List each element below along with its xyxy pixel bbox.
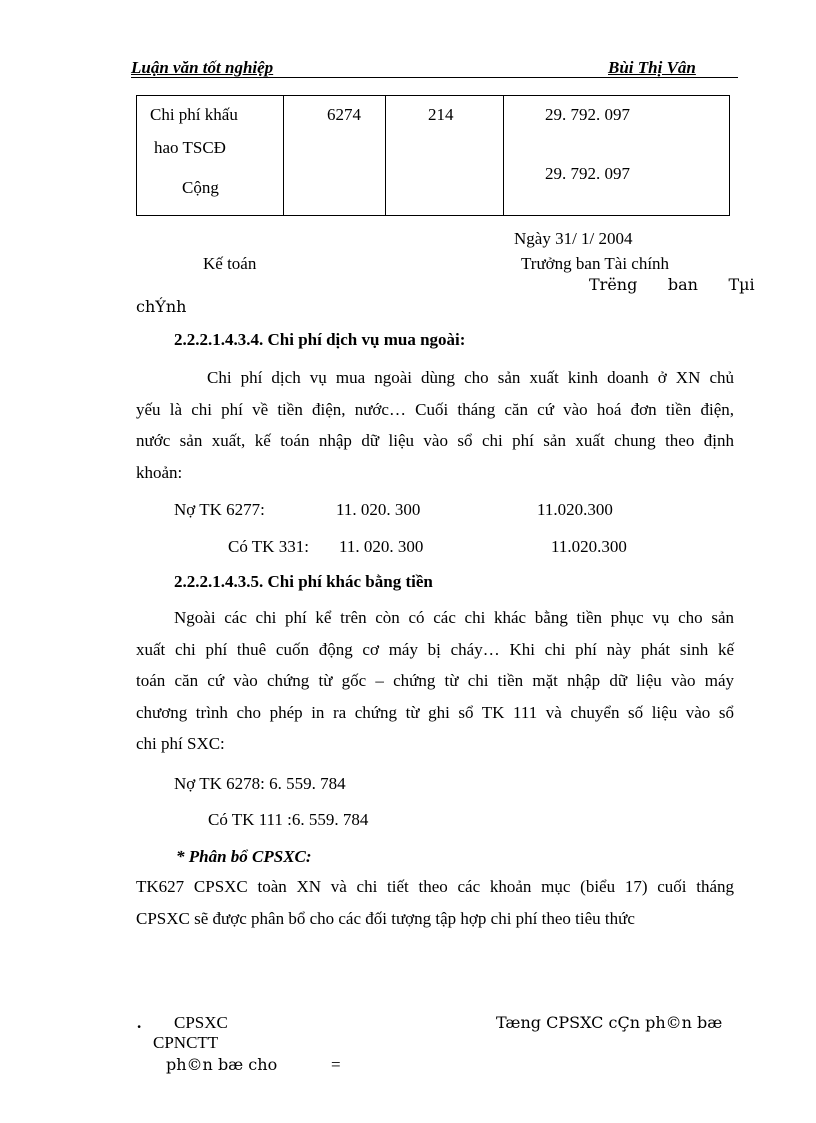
table-total-amount: 29. 792. 097 bbox=[545, 164, 630, 183]
section-235-paragraph bbox=[136, 602, 734, 760]
entry-credit-111: Có TK 111 :6. 559. 784 bbox=[208, 810, 369, 829]
table-credit-account: 214 bbox=[428, 105, 454, 124]
header-rule bbox=[131, 77, 738, 78]
allocation-line: CPSXC sẽ được phân bổ cho các đối tượng tập hợp chi phí theo tiêu thức bbox=[136, 908, 635, 928]
section-234-line: nước sản xuất, kế toán nhập dữ liệu vào sổ chi phí sản xuất chung theo định bbox=[136, 431, 734, 450]
formula-left-bottom: ph©n bæ cho bbox=[166, 1055, 278, 1074]
formula-left-mid: CPNCTT bbox=[153, 1033, 219, 1052]
formula-left-top: CPSXC bbox=[174, 1013, 228, 1032]
header-right: Bùi Thị Vân bbox=[608, 58, 696, 77]
signature-date: Ngày 31/ 1/ 2004 bbox=[514, 229, 633, 248]
entry-debit-6277-amount2: 11.020.300 bbox=[537, 500, 613, 519]
section-234-paragraph bbox=[136, 362, 734, 488]
signature-accountant: Kế toán bbox=[203, 254, 257, 273]
header-left: Luận văn tốt nghiệp bbox=[131, 58, 274, 77]
formula-equals: = bbox=[331, 1055, 341, 1074]
table-amount: 29. 792. 097 bbox=[545, 105, 630, 124]
entry-debit-6277-amount1: 11. 020. 300 bbox=[336, 500, 421, 519]
section-235-line: Ngoài các chi phí kể trên còn có các chi khác bằng tiền phục vụ cho sản bbox=[174, 608, 734, 627]
section-235-line: xuất chi phí thuê cuốn động cơ máy bị cháy… Khi chi phí này phát sinh kế bbox=[136, 639, 734, 659]
table-item-line2: hao TSCĐ bbox=[154, 138, 226, 157]
section-234-line: Chi phí dịch vụ mua ngoài dùng cho sản xuất kinh doanh ở XN chủ bbox=[207, 368, 734, 387]
section-235-line: toán căn cứ vào chứng từ gốc – chứng từ chi tiền mặt nhập dữ liệu vào máy bbox=[136, 671, 734, 690]
formula-right-top: Tæng CPSXC cÇn ph©n bæ bbox=[496, 1013, 723, 1032]
section-234-line: yếu là chi phí về tiền điện, nước… Cuối tháng căn cứ vào hoá đơn tiền điện, bbox=[136, 399, 734, 419]
signature-garbled-line2: chÝnh bbox=[136, 297, 187, 316]
entry-debit-6278: Nợ TK 6278: 6. 559. 784 bbox=[174, 774, 346, 793]
entry-debit-6277-label: Nợ TK 6277: bbox=[174, 500, 265, 519]
entry-credit-331-amount2: 11.020.300 bbox=[551, 537, 627, 556]
allocation-paragraph bbox=[136, 871, 734, 934]
entry-credit-331-label: Có TK 331: bbox=[228, 537, 309, 556]
section-235-line: chương trình cho phép in ra chứng từ ghi sổ TK 111 và chuyển số liệu vào sổ bbox=[136, 702, 734, 722]
allocation-line: TK627 CPSXC toàn XN và chi tiết theo các khoản mục (biểu 17) cuối tháng bbox=[136, 877, 734, 896]
section-235-heading: 2.2.2.1.4.3.5. Chi phí khác bằng tiền bbox=[174, 572, 433, 591]
section-234-line: khoản: bbox=[136, 462, 183, 482]
section-235-line: chi phí SXC: bbox=[136, 734, 225, 753]
entry-credit-331-amount1: 11. 020. 300 bbox=[339, 537, 424, 556]
section-234-heading: 2.2.2.1.4.3.4. Chi phí dịch vụ mua ngoài: bbox=[174, 330, 466, 349]
table-debit-account: 6274 bbox=[327, 105, 361, 124]
signature-head-finance: Trưởng ban Tài chính bbox=[521, 254, 670, 273]
allocation-heading: * Phân bổ CPSXC: bbox=[176, 847, 312, 866]
formula-dot: . bbox=[137, 1013, 142, 1032]
table-item-line1: Chi phí khấu bbox=[150, 105, 238, 124]
table-total-label: Cộng bbox=[182, 178, 219, 197]
signature-garbled-line1: Trëng ban Tµi bbox=[589, 275, 755, 294]
